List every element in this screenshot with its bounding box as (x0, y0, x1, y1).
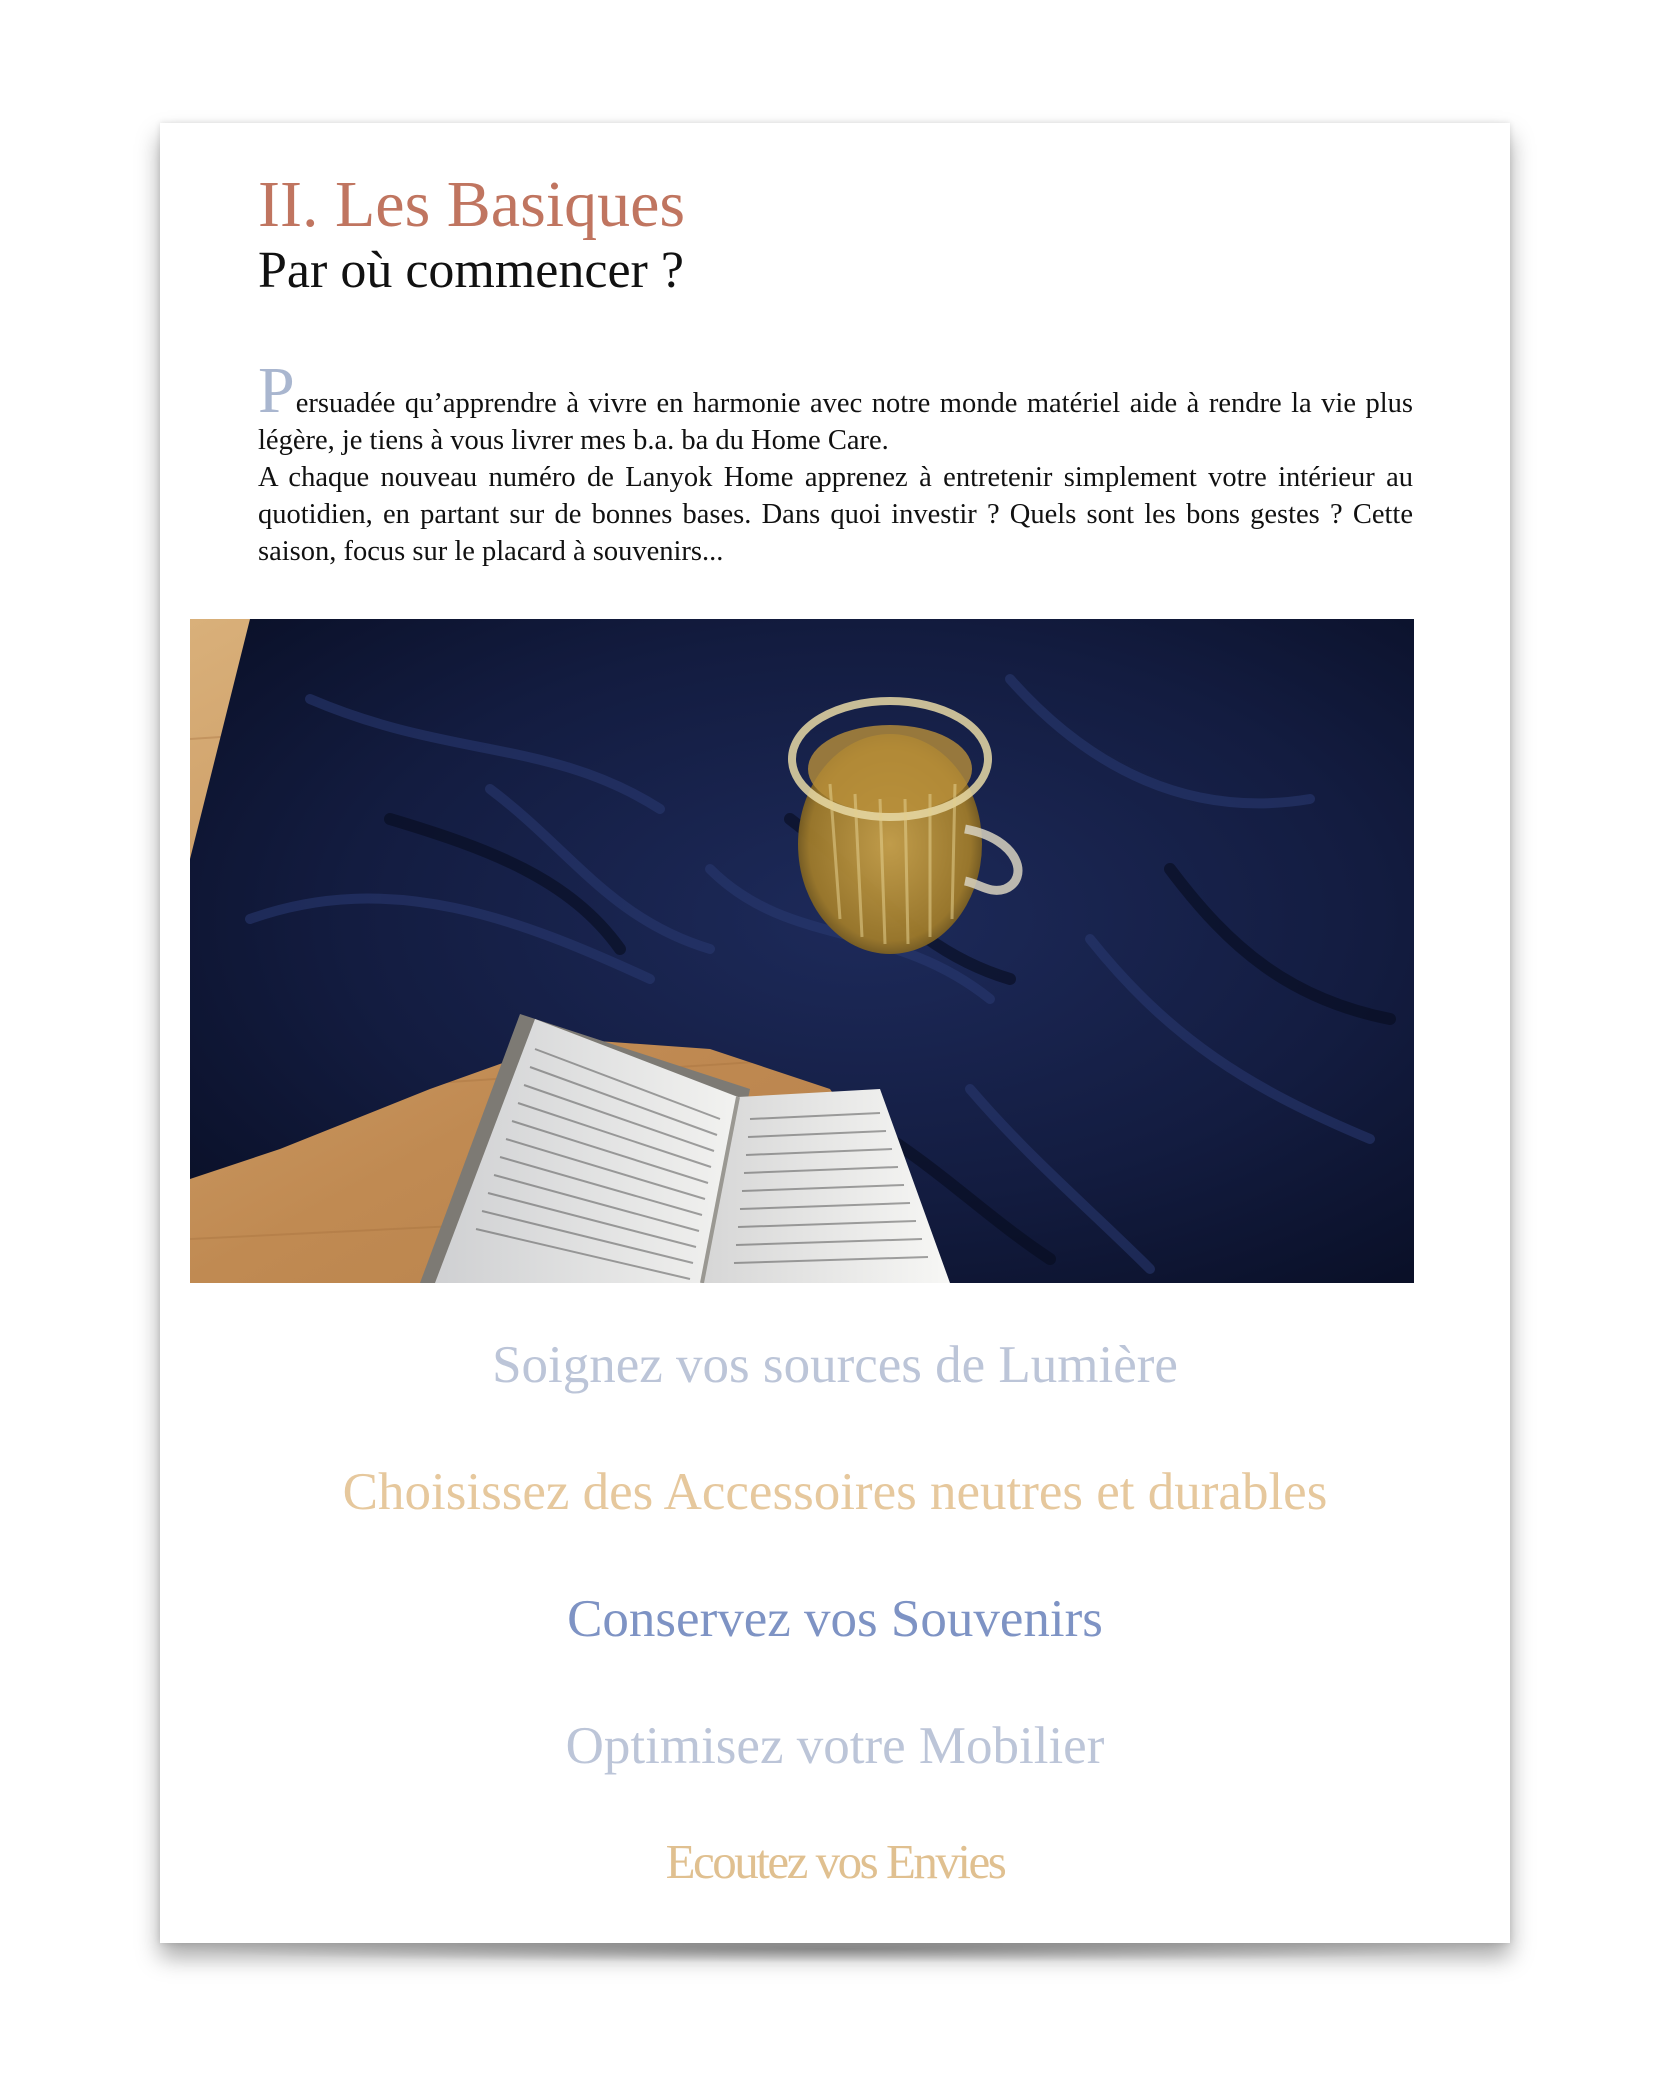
tip-lighting: Soignez vos sources de Lumière (492, 1336, 1178, 1394)
intro-paragraph-2: A chaque nouveau numéro de Lanyok Home apprenez à entretenir simplement votre intérieur au quotidien, en partant sur de bonnes bases. Dans quoi investir ? Quels sont les bons gestes ? Cette saison, focus sur le placard à souvenirs... (258, 462, 1413, 567)
tip-furniture: Optimisez votre Mobilier (565, 1717, 1105, 1775)
tip-accessories: Choisissez des Accessoires neutres et durables (342, 1463, 1328, 1521)
intro-text (258, 354, 1413, 570)
tip-souvenirs: Conservez vos Souvenirs (567, 1590, 1103, 1648)
page-subtitle: Par où commencer ? (258, 242, 684, 299)
drop-cap: P (258, 354, 296, 427)
page-title: II. Les Basiques (258, 168, 686, 241)
tip-desires: Ecoutez vos Envies (665, 1834, 1005, 1889)
intro-paragraph-1: ersuadée qu’apprendre à vivre en harmonie avec notre monde matériel aide à rendre la vie plus légère, je tiens à vous livrer mes b.a. ba du Home Care. (258, 388, 1413, 456)
blanket-tea-book-photo (190, 619, 1414, 1283)
